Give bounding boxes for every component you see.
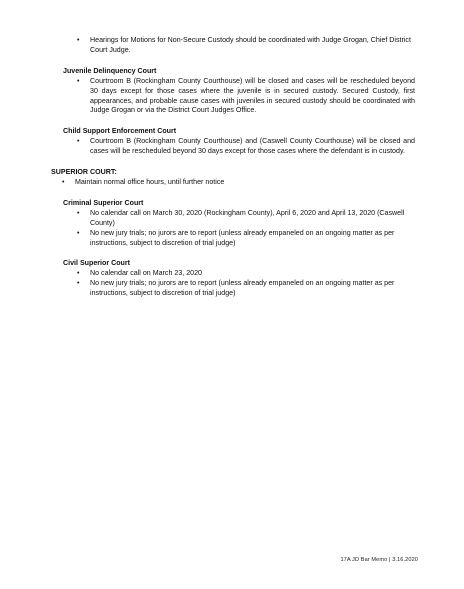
- document-body: [51, 36, 415, 299]
- bullet-icon: •: [62, 178, 65, 186]
- list-item-text: Maintain normal office hours, until further notice: [75, 177, 225, 186]
- list-item-text: No calendar call on March 30, 2020 (Rockingham County), April 6, 2020 and April 13, 2020 (Caswell County): [90, 208, 405, 227]
- bullet-icon: •: [77, 209, 80, 217]
- list-item: [51, 269, 415, 279]
- bullet-icon: •: [77, 138, 80, 146]
- list-item-text: Hearings for Motions for Non-Secure Custody should be coordinated with Judge Grogan, Chief District Court Judge.: [90, 36, 411, 54]
- juvenile-list: [51, 77, 415, 117]
- list-item: [51, 137, 415, 157]
- list-item-text: No calendar call on March 23, 2020: [90, 269, 202, 278]
- top-list: [51, 36, 415, 56]
- superior-list: [51, 178, 415, 188]
- child-support-list: [51, 137, 415, 157]
- page-footer: 17A JD Bar Memo | 3.16.2020: [340, 557, 418, 563]
- list-item: [51, 279, 415, 299]
- list-item: [51, 209, 415, 229]
- criminal-superior-list: [51, 209, 415, 249]
- child-support-heading: Child Support Enforcement Court: [63, 127, 177, 136]
- bullet-icon: •: [77, 37, 80, 44]
- juvenile-heading: Juvenile Delinquency Court: [63, 66, 157, 75]
- bullet-icon: •: [77, 280, 80, 288]
- civil-superior-list: [51, 269, 415, 299]
- bullet-icon: •: [77, 77, 80, 85]
- list-item: [51, 36, 415, 56]
- list-item: [51, 178, 415, 188]
- list-item: [51, 77, 415, 117]
- list-item-text: Courtroom B (Rockingham County Courthouse) will be closed and cases will be rescheduled beyond 30 days except for those cases where the juvenile is in secured custody. Secured Custody, first appearances, and probable cause cases with juveniles in secured custody should be coordinated with Judge Grogan or via the District Court Judges Office.: [90, 76, 415, 115]
- superior-court-heading: SUPERIOR COURT:: [51, 168, 117, 177]
- list-item: [51, 229, 415, 249]
- bullet-icon: •: [77, 229, 80, 237]
- bullet-icon: •: [77, 270, 80, 278]
- civil-superior-heading: Civil Superior Court: [63, 259, 131, 268]
- list-item-text: No new jury trials; no jurors are to report (unless already empaneled on an ongoing matter as per instructions, subject to discretion of trial judge): [90, 228, 395, 247]
- criminal-superior-heading: Criminal Superior Court: [63, 198, 144, 207]
- list-item-text: Courtroom B (Rockingham County Courthouse) and (Caswell County Courthouse) will be closed and cases will be rescheduled beyond 30 days except for those cases where the defendant is in custody.: [90, 137, 415, 156]
- list-item-text: No new jury trials; no jurors are to report (unless already empaneled on an ongoing matter as per instructions, subject to discretion of trial judge): [90, 279, 395, 298]
